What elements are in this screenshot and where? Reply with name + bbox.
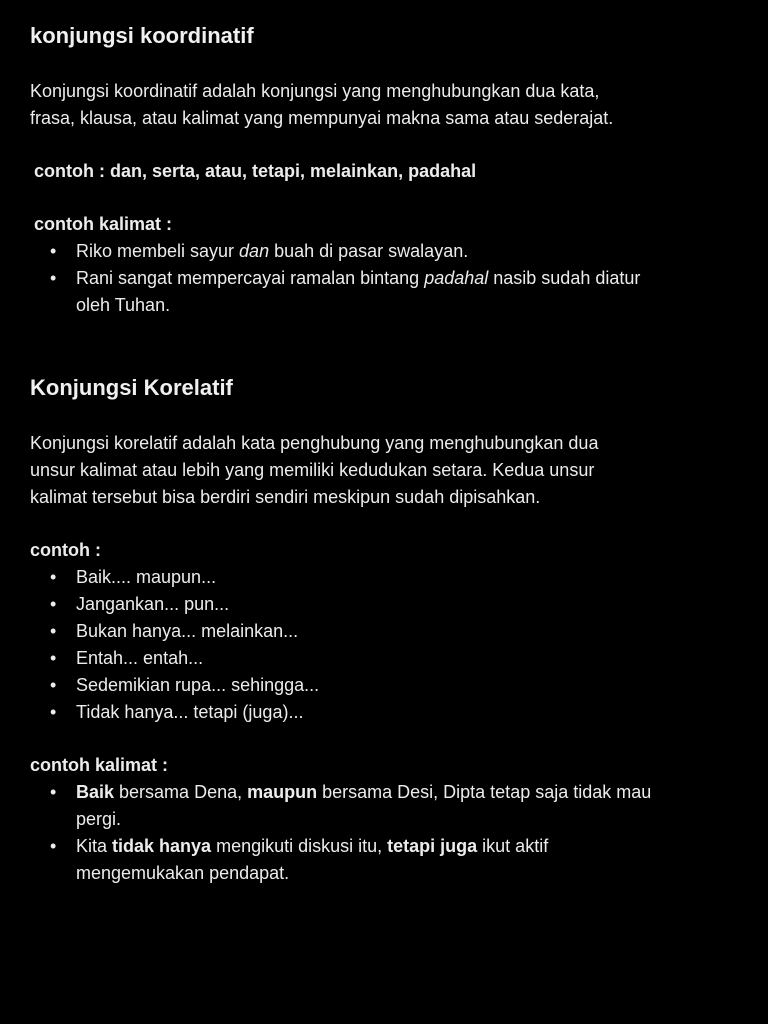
conjunction-word: maupun	[247, 782, 318, 802]
definition-line: unsur kalimat atau lebih yang memiliki kedudukan setara. Kedua unsur	[30, 460, 595, 480]
conjunction-word: Baik	[76, 782, 115, 802]
section-title: konjungsi koordinatif	[30, 23, 254, 48]
list-item: • Baik.... maupun...	[30, 564, 740, 591]
contoh-kalimat-list	[30, 238, 740, 319]
list-item: • Riko membeli sayur dan buah di pasar swalayan.	[30, 238, 740, 265]
list-item: • Rani sangat mempercayai ramalan bintang padahal nasib sudah diatur oleh Tuhan.	[30, 265, 740, 319]
conjunction-word: tidak hanya	[112, 836, 212, 856]
bullet-icon: •	[50, 594, 57, 614]
list-item: • Kita tidak hanya mengikuti diskusi itu, tetapi juga ikut aktif mengemukakan pendapat.	[30, 833, 740, 887]
bullet-icon: •	[50, 675, 57, 695]
definition-line: frasa, klausa, atau kalimat yang mempunyai makna sama atau sederajat.	[30, 108, 614, 128]
definition-line: Konjungsi koordinatif adalah konjungsi yang menghubungkan dua kata,	[30, 81, 600, 101]
list-item: • Tidak hanya... tetapi (juga)...	[30, 699, 740, 726]
bullet-icon: •	[50, 702, 57, 722]
bullet-icon: •	[50, 567, 57, 587]
bullet-icon: •	[50, 836, 57, 856]
definition-line: kalimat tersebut bisa berdiri sendiri meskipun sudah dipisahkan.	[30, 487, 541, 507]
section-konjungsi-koordinatif	[30, 20, 740, 319]
contoh-label: contoh :	[30, 540, 101, 560]
list-item: • Sedemikian rupa... sehingga...	[30, 672, 740, 699]
contoh-kalimat-label: contoh kalimat :	[34, 214, 173, 234]
contoh-line: contoh : dan, serta, atau, tetapi, melainkan, padahal	[34, 161, 477, 181]
list-item: • Entah... entah...	[30, 645, 740, 672]
list-item: • Bukan hanya... melainkan...	[30, 618, 740, 645]
bullet-icon: •	[50, 648, 57, 668]
definition-paragraph	[30, 430, 740, 511]
bullet-icon: •	[50, 621, 57, 641]
section-title: Konjungsi Korelatif	[30, 375, 233, 400]
list-item: • Jangankan... pun...	[30, 591, 740, 618]
bullet-icon: •	[50, 268, 57, 288]
bullet-icon: •	[50, 782, 57, 802]
section-konjungsi-korelatif	[30, 372, 740, 887]
conjunction-word: tetapi juga	[387, 836, 478, 856]
document	[30, 20, 740, 887]
conjunction-word: padahal	[424, 268, 489, 288]
bullet-icon: •	[50, 241, 57, 261]
list-item: • Baik bersama Dena, maupun bersama Desi, Dipta tetap saja tidak mau pergi.	[30, 779, 740, 833]
definition-line: Konjungsi korelatif adalah kata penghubung yang menghubungkan dua	[30, 433, 599, 453]
contoh-kalimat-label: contoh kalimat :	[30, 755, 169, 775]
conjunction-word: dan	[239, 241, 270, 261]
contoh-kalimat-list	[30, 779, 740, 887]
contoh-list	[30, 564, 740, 726]
definition-paragraph	[30, 78, 740, 132]
